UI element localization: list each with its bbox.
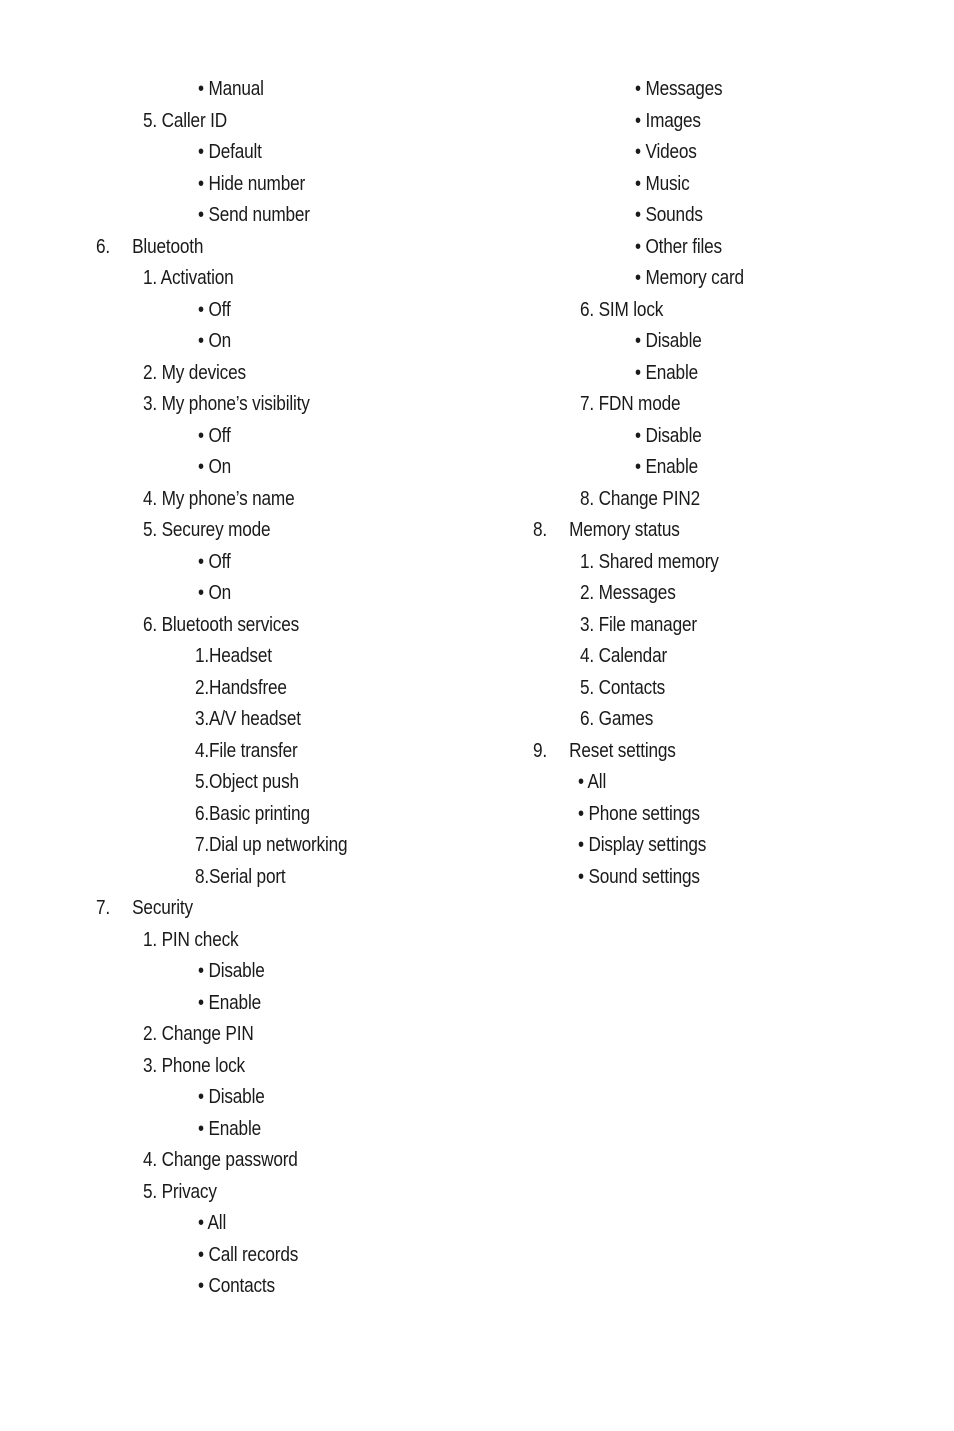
option-item	[198, 1208, 226, 1240]
section-number: 7.	[96, 897, 111, 919]
option-item	[198, 1082, 265, 1114]
option-item	[635, 358, 698, 390]
option-item	[635, 263, 744, 295]
option-item	[635, 232, 722, 264]
submenu-item	[580, 484, 700, 516]
item-label: Bluetooth	[132, 235, 204, 258]
item-label: • Off	[198, 298, 231, 321]
option-item	[198, 200, 310, 232]
item-label: 4.File transfer	[195, 739, 298, 762]
submenu-item	[580, 578, 676, 610]
option-item	[635, 169, 690, 201]
item-label: • Messages	[635, 78, 723, 100]
item-label: 8.Serial port	[195, 865, 286, 888]
item-label: 6. Games	[580, 708, 654, 730]
option-item	[635, 421, 702, 453]
submenu-item	[143, 389, 310, 421]
option-item	[198, 578, 231, 610]
item-label: • Disable	[198, 1086, 265, 1108]
submenu-item	[143, 1177, 217, 1209]
item-label: • Other files	[635, 235, 722, 258]
section-heading	[96, 232, 203, 264]
option-item	[635, 200, 703, 232]
option-item	[198, 295, 231, 327]
item-label: • Memory card	[635, 267, 744, 289]
item-label: 2. Messages	[580, 582, 676, 604]
submenu-item	[143, 106, 227, 138]
item-label: 1.Headset	[195, 645, 272, 667]
item-label: • On	[198, 582, 232, 604]
option-item	[198, 1271, 275, 1303]
submenu-item	[143, 925, 238, 957]
submenu-item	[143, 1019, 254, 1051]
submenu-item	[143, 358, 246, 390]
section-heading	[96, 893, 193, 925]
option-item	[578, 830, 706, 862]
option-item	[195, 862, 286, 894]
item-label: 5.Object push	[195, 771, 299, 793]
item-label: • Contacts	[198, 1275, 275, 1297]
item-label: • Enable	[198, 991, 261, 1014]
item-label: 4. Change password	[143, 1149, 298, 1171]
option-item	[198, 169, 305, 201]
item-label: 7.Dial up networking	[195, 834, 348, 856]
item-label: 3.A/V headset	[195, 708, 301, 730]
item-label: • Manual	[198, 78, 264, 100]
item-label: • All	[198, 1212, 227, 1234]
option-item	[578, 862, 700, 894]
option-item	[578, 767, 606, 799]
option-item	[198, 547, 231, 579]
item-label: Reset settings	[569, 739, 676, 762]
item-label: • Enable	[198, 1117, 261, 1140]
option-item	[195, 736, 298, 768]
item-label: 5. Caller ID	[143, 109, 227, 132]
item-label: 6. SIM lock	[580, 298, 664, 321]
item-label: • Send number	[198, 204, 310, 226]
option-item	[198, 326, 231, 358]
submenu-item	[580, 547, 719, 579]
item-label: 1. PIN check	[143, 928, 239, 951]
option-item	[198, 988, 261, 1020]
option-item	[198, 956, 265, 988]
section-heading	[533, 515, 680, 547]
option-item	[198, 421, 231, 453]
item-label: • All	[578, 771, 607, 793]
item-label: • Phone settings	[578, 802, 700, 825]
option-item	[195, 799, 310, 831]
item-label: • On	[198, 330, 232, 352]
item-label: 2. My devices	[143, 361, 246, 384]
submenu-item	[580, 610, 697, 642]
item-label: 5. Contacts	[580, 676, 666, 699]
submenu-item	[580, 641, 667, 673]
item-label: Security	[132, 897, 193, 919]
item-label: • Images	[635, 109, 701, 132]
item-label: 3. Phone lock	[143, 1054, 245, 1077]
option-item	[635, 74, 722, 106]
item-label: • Display settings	[578, 834, 707, 856]
submenu-item	[580, 673, 665, 705]
item-label: 6. Bluetooth services	[143, 613, 300, 636]
item-label: • Disable	[635, 330, 702, 352]
item-label: • Enable	[635, 456, 698, 478]
item-label: 3. My phone’s visibility	[143, 393, 310, 415]
option-item	[198, 452, 231, 484]
item-label: • Default	[198, 141, 262, 163]
item-label: 3. File manager	[580, 613, 697, 636]
item-label: 8. Change PIN2	[580, 487, 700, 510]
item-label: 4. Calendar	[580, 645, 668, 667]
section-number: 6.	[96, 235, 111, 258]
option-item	[195, 767, 299, 799]
option-item	[635, 137, 697, 169]
option-item	[578, 799, 700, 831]
section-number: 9.	[533, 739, 548, 762]
option-item	[635, 452, 698, 484]
item-label: • Sound settings	[578, 865, 700, 888]
item-label: 5. Privacy	[143, 1180, 217, 1203]
option-item	[198, 137, 262, 169]
item-label: • Call records	[198, 1243, 299, 1266]
item-label: 1. Activation	[143, 267, 234, 289]
option-item	[198, 1114, 261, 1146]
section-heading	[533, 736, 676, 768]
option-item	[198, 1240, 298, 1272]
item-label: 2. Change PIN	[143, 1023, 254, 1045]
submenu-item	[143, 263, 234, 295]
item-label: • Enable	[635, 361, 698, 384]
submenu-item	[143, 1145, 298, 1177]
item-label: 2.Handsfree	[195, 676, 287, 699]
item-label: • Sounds	[635, 204, 703, 226]
item-label: • On	[198, 456, 232, 478]
item-label: 6.Basic printing	[195, 802, 310, 825]
submenu-item	[580, 389, 680, 421]
option-item	[198, 74, 264, 106]
item-label: 5. Securey mode	[143, 519, 271, 541]
item-label: 4. My phone’s name	[143, 487, 295, 510]
item-label: • Disable	[635, 424, 702, 447]
option-item	[195, 830, 347, 862]
item-label: Memory status	[569, 519, 680, 541]
submenu-item	[143, 1051, 245, 1083]
section-number: 8.	[533, 519, 548, 541]
option-item	[635, 326, 702, 358]
item-label: • Hide number	[198, 172, 306, 195]
item-label: 1. Shared memory	[580, 550, 719, 573]
submenu-item	[580, 704, 653, 736]
option-item	[195, 641, 272, 673]
submenu-item	[143, 515, 270, 547]
submenu-item	[143, 484, 294, 516]
item-label: • Videos	[635, 141, 697, 163]
option-item	[195, 673, 287, 705]
item-label: • Off	[198, 550, 231, 573]
item-label: • Disable	[198, 960, 265, 982]
option-item	[635, 106, 701, 138]
option-item	[195, 704, 301, 736]
item-label: • Off	[198, 424, 231, 447]
submenu-item	[580, 295, 663, 327]
submenu-item	[143, 610, 299, 642]
item-label: 7. FDN mode	[580, 393, 681, 415]
item-label: • Music	[635, 172, 690, 195]
